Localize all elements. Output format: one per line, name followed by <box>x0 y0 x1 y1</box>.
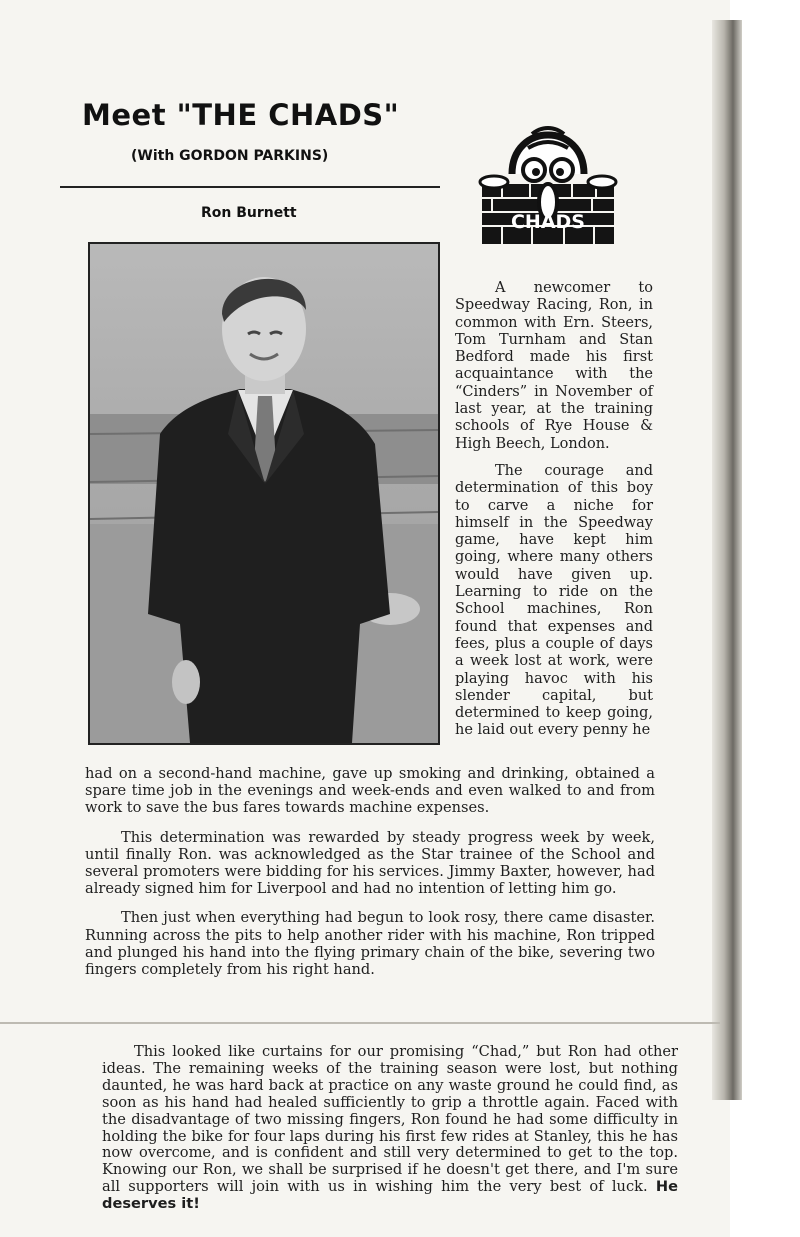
chads-logo <box>472 104 624 246</box>
page-fold-line <box>0 1022 720 1024</box>
article-body-text <box>85 765 655 990</box>
paragraph <box>102 1044 678 1213</box>
portrait-photo-icon <box>90 244 438 743</box>
title-divider <box>60 186 440 188</box>
paragraph: This determination was rewarded by steady progress week by week, until finally Ron. was acknowledged as the Star trainee of the School and several promoters were bidding for his services. Jimmy Baxter, however, had already signed him for Liverpool and had no intention of letting him go. <box>85 828 655 898</box>
article-subtitle: (With GORDON PARKINS) <box>131 148 329 164</box>
paragraph: Then just when everything had begun to look rosy, there came disaster. Running across the pits to help another rider with his machine, Ron tripped and plunged his hand into the flying primary chain of the bike, severing two fingers completely from his right hand. <box>85 909 655 979</box>
paragraph: A newcomer to Speedway Racing, Ron, in common with Ern. Steers, Tom Turnham and Stan Bedford made his first acquaintance with the “Cinders” in November of last year, at the training schools of Rye House & High Beech, London. <box>455 280 653 452</box>
page-margin <box>742 0 800 1237</box>
article-column-text <box>455 280 653 740</box>
paragraph: had on a second-hand machine, gave up smoking and drinking, obtained a spare time job in the evenings and week-ends and even walked to and from work to save the bus fares towards machine expenses. <box>85 765 655 817</box>
closing-line: He deserves it! <box>102 1178 678 1213</box>
chads-logo-label: CHADS <box>510 211 586 233</box>
paragraph: The courage and determination of this boy to carve a niche for himself in the Speedway game, have kept him going, where many others would have given up. Learning to ride on the School machines, Ron found that expenses and fees, plus a couple of days a week lost at work, were playing havoc with his slender capital, but determined to keep going, he laid out every penny he <box>455 462 653 739</box>
article-lower-text <box>102 1044 678 1213</box>
page-edge-shadow <box>712 20 742 1100</box>
article-author: Ron Burnett <box>201 205 297 221</box>
chad-peeking-over-wall-icon <box>472 104 624 246</box>
portrait-photo <box>88 242 440 745</box>
article-title: Meet "THE CHADS" <box>82 98 400 132</box>
paragraph-body: This looked like curtains for our promising “Chad,” but Ron had other ideas. The remaining weeks of the training season were lost, but nothing daunted, he was hard back at practice on any waste ground he could find, as soon as his hand had healed sufficiently to grip a throttle again. Faced with the disadvantage of two missing fingers, Ron found he had some difficulty in holding the bike for four laps during his first few rides at Stanley, this he has now overcome, and is confident and still very determined to get to the top. Knowing our Ron, we shall be surprised if he doesn't get there, and I'm sure all supporters will join with us in wishing him the very best of luck. <box>102 1043 678 1196</box>
